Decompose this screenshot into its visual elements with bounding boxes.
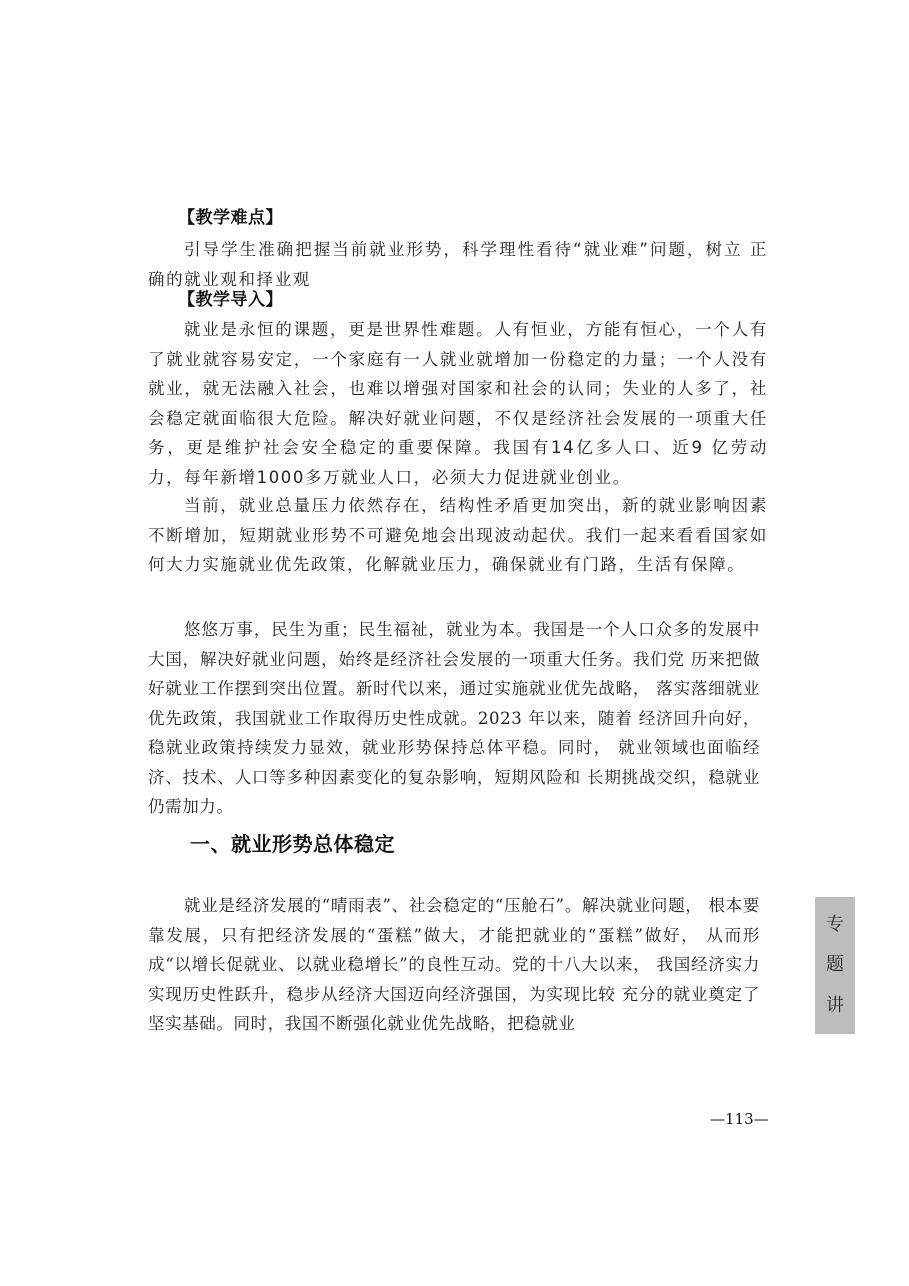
teaching-intro-paragraph-1: 就业是永恒的课题，更是世界性难题。人有恒业，方能有恒心，一个人有了就业就容易安定，一个家庭有一人就业就增加一份稳定的力量；一个人没有就业，就无法融入社会，也难以增强对国家和社会的认同；失业的人多了，社会稳定就面临很大危险。解决好就业问题，不仅是经济社会发展的一项重大任务，更是维护社会安全稳定的重要保障。我国有14亿多人口、近9 亿劳动力，每年新增1000多万就业人口，必须大力促进就业创业。 bbox=[148, 320, 768, 487]
section-1-title: 一、就业形势总体稳定 bbox=[190, 832, 395, 856]
teaching-intro-paragraph-2: 当前，就业总量压力依然存在，结构性矛盾更加突出，新的就业影响因素不断增加，短期就业形势不可避免地会出现波动起伏。我们一起来看看国家如何大力实施就业优先政策，化解就业压力，确保就业有门路，生活有保障。 bbox=[148, 496, 768, 574]
side-tab-char: 专 bbox=[826, 914, 844, 936]
teaching-difficulty-text: 引导学生准确把握当前就业形势，科学理性看待“就业难”问题，树立 正确的就业观和择业观 bbox=[148, 240, 768, 289]
page-number: —113— bbox=[710, 1110, 769, 1128]
intro-body-paragraph: 悠悠万事，民生为重；民生福祉，就业为本。我国是一个人口众多的发展中大国，解决好就业问题，始终是经济社会发展的一项重大任务。我们党 历来把做好就业工作摆到突出位置。新时代以来，通过实施就业优先战略， 落实落细就业优先政策，我国就业工作取得历史性成就。2023 年以来，随着 经济回升向好，稳就业政策持续发力显效，就业形势保持总体平稳。同时， 就业领域也面临经济、技术、人口等多种因素变化的复杂影响，短期风险和 长期挑战交织，稳就业仍需加力。 bbox=[148, 620, 760, 816]
teaching-difficulty-heading: 【教学难点】 bbox=[178, 208, 283, 228]
teaching-intro-heading: 【教学导入】 bbox=[178, 290, 283, 310]
section-1-body: 就业是经济发展的“晴雨表”、社会稳定的“压舱石”。解决就业问题， 根本要靠发展，只有把经济发展的“蛋糕”做大，才能把就业的“蛋糕”做好， 从而形成“以增长促就业、以就业稳增长”的良性互动。党的十八大以来， 我国经济实力实现历史性跃升，稳步从经济大国迈向经济强国，为实现比较 充分的就业奠定了坚实基础。同时，我国不断强化就业优先战略，把稳就业 bbox=[148, 896, 760, 1033]
side-tab-char: 题 bbox=[826, 954, 844, 976]
side-chapter-tab bbox=[815, 897, 855, 1034]
side-tab-char: 讲 bbox=[826, 994, 844, 1016]
